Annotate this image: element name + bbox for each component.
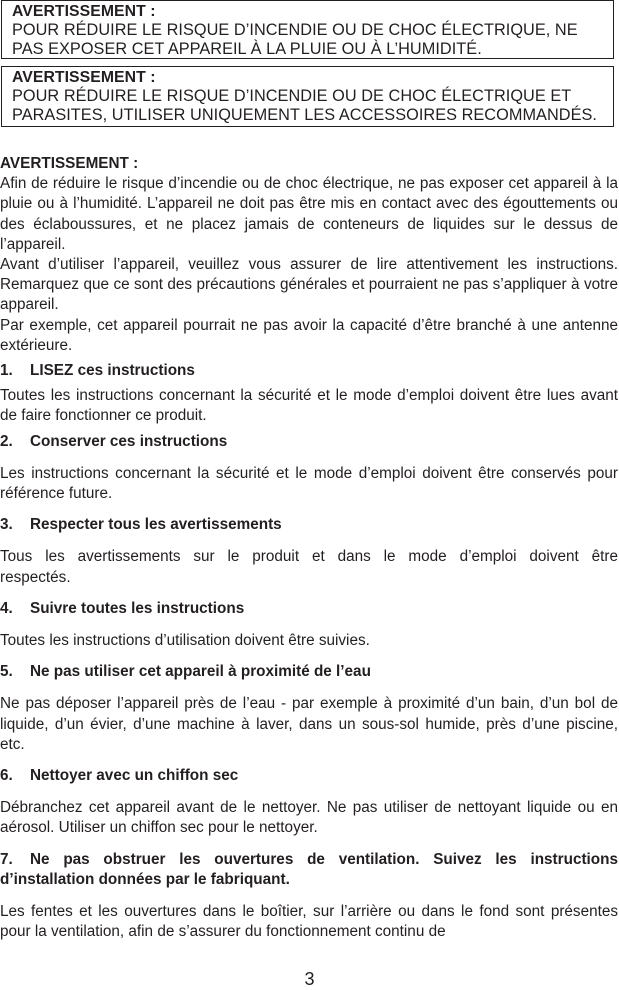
warning-box-title: AVERTISSEMENT : (12, 3, 156, 20)
section-title: 7. Ne pas obstruer les ouvertures de ventilation. Suivez les instructions d’installation données par le fabriquant. (0, 850, 618, 888)
section-title: 4. Suivre toutes les instructions (0, 599, 245, 617)
warning-box-line: POUR RÉDUIRE LE RISQUE D’INCENDIE OU DE CHOC ÉLECTRIQUE ET (12, 87, 572, 105)
warning-box-line: PARASITES, UTILISER UNIQUEMENT LES ACCESSOIRES RECOMMANDÉS. (12, 106, 597, 124)
section-title: 5. Ne pas utiliser cet appareil à proximité de l’eau (0, 663, 371, 681)
intro-paragraph: Avant d’utiliser l’appareil, veuillez vous assurer de lire attentivement les instructions. Remarquez que ce sont des précautions générales et pourraient ne pas s’appliquer à votre appareil. (0, 256, 618, 314)
section-text: Les fentes et les ouvertures dans le boîtier, sur l’arrière ou dans le fond sont présentes pour la ventilation, afin de s’assurer du fonctionnement continu de (0, 903, 618, 941)
intro-paragraph: Afin de réduire le risque d’incendie ou de choc électrique, ne pas exposer cet appareil à la pluie ou à l’humidité. L’appareil ne doit pas être mis en contact avec des égouttements ou des éclaboussures, et ne placez jamais de conteneurs de liquides sur le dessus de l’appareil. (0, 175, 618, 253)
section-text: Débranchez cet appareil avant de le nettoyer. Ne pas utiliser de nettoyant liquide ou en aérosol. Utiliser un chiffon sec pour le nettoyer. (0, 799, 618, 837)
intro-paragraph: Par exemple, cet appareil pourrait ne pas avoir la capacité d’être branché à une antenne extérieure. (0, 316, 618, 354)
section-text: Toutes les instructions d’utilisation doivent être suivies. (0, 632, 370, 650)
warning-box-accessories (1, 66, 614, 127)
warning-box-moisture (1, 0, 614, 59)
warning-box-line: PAS EXPOSER CET APPAREIL À LA PLUIE OU À L’HUMIDITÉ. (12, 40, 482, 58)
warning-box-line: POUR RÉDUIRE LE RISQUE D’INCENDIE OU DE CHOC ÉLECTRIQUE, NE (12, 21, 578, 39)
section-title: 3. Respecter tous les avertissements (0, 516, 282, 534)
section-text: Ne pas déposer l’appareil près de l’eau - par exemple à proximité d’un bain, d’un bol de liquide, d’un évier, d’une machine à laver, dans un sous-sol humide, près d’une piscine, etc. (0, 695, 618, 753)
safety-instructions (0, 154, 618, 943)
section-text: Tous les avertissements sur le produit et dans le mode d’emploi doivent être respectés. (0, 548, 618, 586)
section-title: 6. Nettoyer avec un chiffon sec (0, 767, 239, 785)
section-title: 1. LISEZ ces instructions (0, 362, 195, 380)
section-text: Les instructions concernant la sécurité et le mode d’emploi doivent être conservés pour référence future. (0, 464, 618, 503)
section-text: Toutes les instructions concernant la sécurité et le mode d’emploi doivent être lues avant de faire fonctionner ce produit. (0, 387, 618, 425)
section-title: 2. Conserver ces instructions (0, 432, 228, 450)
warning-box-title: AVERTISSEMENT : (12, 69, 156, 86)
intro-heading: AVERTISSEMENT : (0, 155, 139, 172)
page-number: 3 (304, 969, 315, 989)
